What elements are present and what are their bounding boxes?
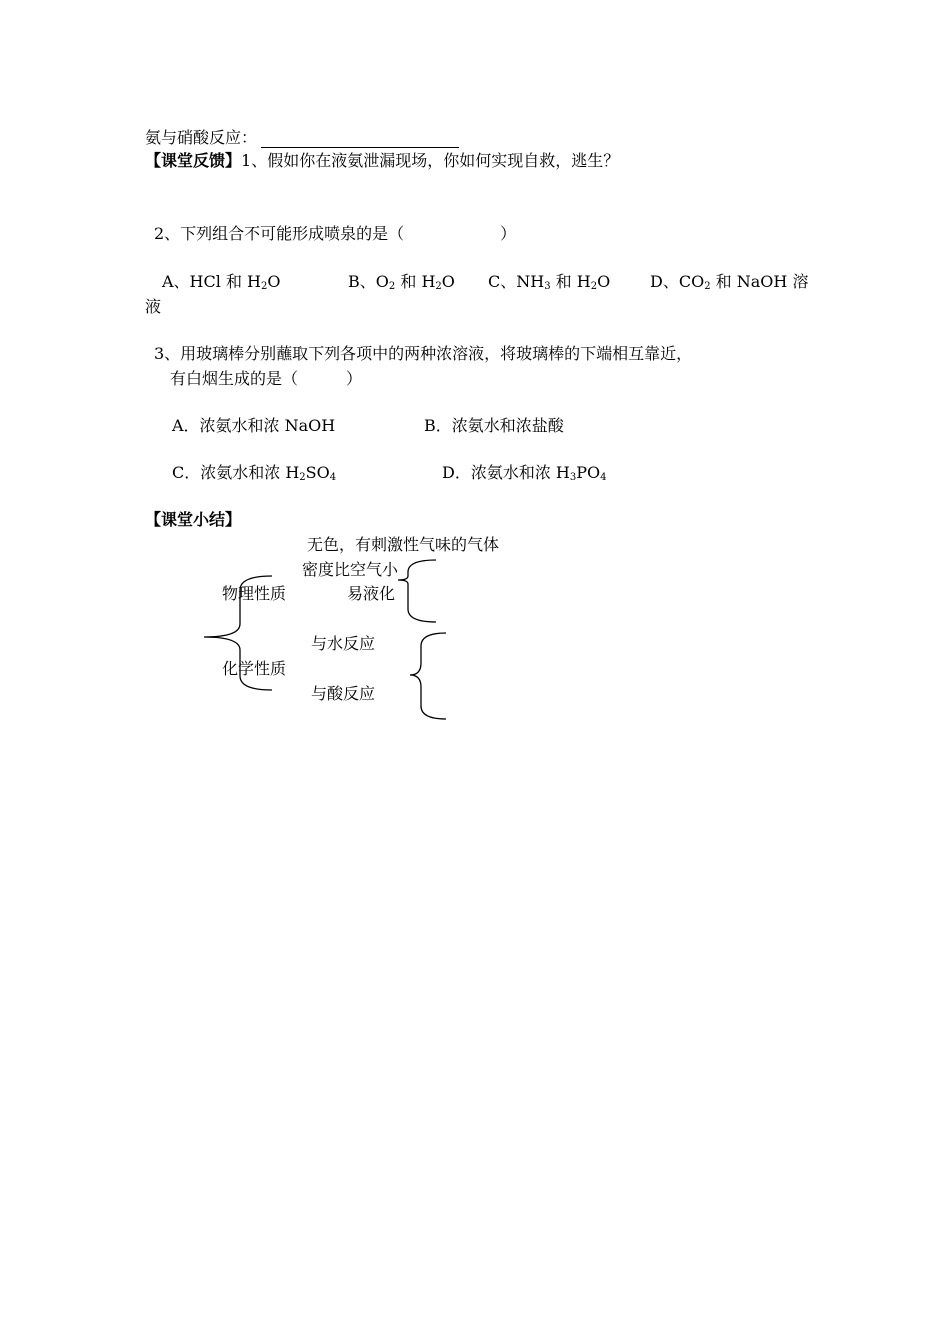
physical-brace [398,560,436,622]
q3-option-d: D．浓氨水和浓 $H_3PO_4$ [442,463,607,483]
q3-option-c: C．浓氨水和浓 $H_2SO_4$ [172,463,337,483]
chemical-properties-label: 化学性质 [222,659,287,678]
q3-option-b: B．浓氨水和浓盐酸 [424,416,564,435]
chem-item-2: 与酸反应 [311,684,376,703]
q2-option-d: D、$CO_2$ 和 NaOH 溶 [650,272,809,292]
q3-stem-line2: 有白烟生成的是（ ） [170,369,363,388]
q2-option-c: C、$NH_3$ 和 $H_2O$ [488,272,611,292]
physical-properties-label: 物理性质 [222,584,287,603]
q2-option-d-wrap: 液 [145,297,162,316]
q2-stem: 2、下列组合不可能形成喷泉的是（ ） [154,224,517,243]
q3-option-a: A．浓氨水和浓 NaOH [172,416,336,435]
q2-option-b: B、$O_2$ 和 $H_2O$ [348,272,455,292]
main-brace [204,576,272,690]
chemical-brace [410,633,446,719]
nitric-acid-label: 氨与硝酸反应： [145,128,258,147]
phys-item-2: 密度比空气小 [302,560,399,579]
q3-stem-line1: 3、用玻璃棒分别蘸取下列各项中的两种浓溶液，将玻璃棒的下端相互靠近， [154,344,693,363]
q1-text: 1、假如你在液氨泄漏现场，你如何实现自救，逃生？ [241,151,620,170]
q2-option-a: A、HCl 和 $H_2O$ [162,272,281,292]
phys-item-1: 无色，有刺激性气味的气体 [307,535,500,554]
summary-tag: 【课堂小结】 [145,510,242,529]
feedback-tag: 【课堂反馈】 [145,151,242,170]
phys-item-3: 易液化 [347,584,396,603]
chem-item-1: 与水反应 [311,634,376,653]
